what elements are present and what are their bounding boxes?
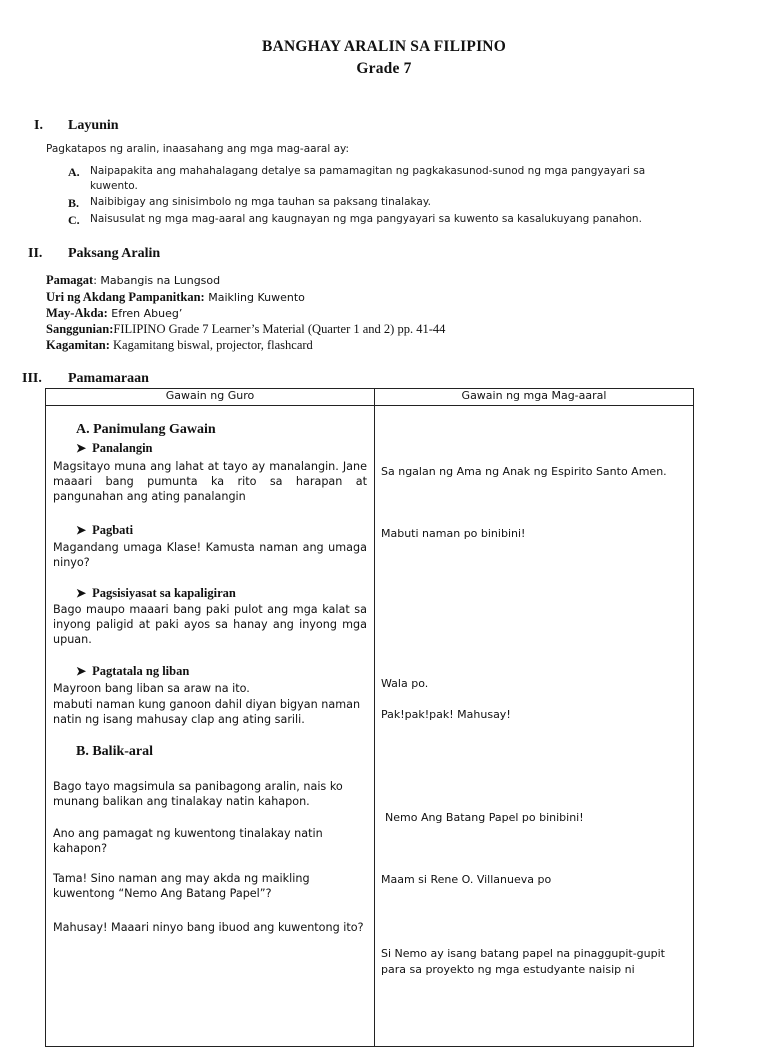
mag-aaral-cell	[375, 406, 694, 1047]
arrow-bullet-icon: ➤	[76, 523, 87, 537]
part-b-heading: B. Balik-aral	[76, 744, 154, 759]
balik-aral-text-3: Tama! Sino naman ang may akda ng maikling kuwentong “Nemo Ang Batang Papel”?	[53, 872, 310, 900]
section-1-number: I.	[34, 118, 43, 133]
grade-label: Grade 7	[356, 60, 412, 77]
objective-a-letter: A.	[68, 165, 80, 179]
uri-label: Uri ng Akdang Pampanitkan:	[46, 290, 205, 304]
arrow-bullet-icon: ➤	[76, 441, 87, 455]
col-header-guro: Gawain ng Guro	[46, 389, 375, 406]
section-1-title: Layunin	[68, 118, 119, 133]
pagsisiyasat-text: Bago maupo maaari bang paki pulot ang mga kalat sa inyong paligid at paki ayos sa hanay ang inyong mga upuan.	[53, 603, 367, 646]
objective-b-text: Naibibigay ang sinisimbolo ng mga tauhan sa paksang tinalakay.	[90, 196, 431, 208]
procedure-table	[45, 388, 694, 1047]
section-3-number: III.	[22, 371, 42, 386]
section-2-number: II.	[28, 246, 43, 261]
pagtatala-text-1: Mayroon bang liban sa araw na ito.	[53, 682, 250, 695]
pamagat-label: Pamagat	[46, 273, 94, 287]
response-pagbati: Mabuti naman po binibini!	[381, 527, 526, 540]
response-liban: Wala po.	[381, 677, 429, 690]
balik-aral-text-1: Bago tayo magsimula sa panibagong aralin, nais ko munang balikan ang tinalakay natin kahapon.	[53, 780, 343, 808]
pagsisiyasat-bullet	[76, 586, 236, 601]
panalangin-bullet	[76, 441, 153, 456]
objective-a-text-cont: kuwento.	[90, 180, 138, 192]
pamagat-value: : Mabangis na Lungsod	[93, 274, 221, 287]
pagbati-label: Pagbati	[92, 523, 134, 537]
response-buod: Si Nemo ay isang batang papel na pinaggupit-gupit para sa proyekto ng mga estudyante naisip ni	[381, 947, 665, 976]
objective-c-text: Naisusulat ng mga mag-aaral ang kaugnayan ng mga pangyayari sa kuwento sa kasalukuyang panahon.	[90, 213, 642, 225]
pagbati-bullet	[76, 523, 133, 538]
page-title: BANGHAY ARALIN SA FILIPINO	[262, 38, 506, 55]
pagtatala-bullet	[76, 664, 189, 679]
part-a-heading: A. Panimulang Gawain	[76, 422, 216, 437]
panalangin-label: Panalangin	[92, 441, 153, 455]
kagamitan-value: Kagamitang biswal, projector, flashcard	[109, 338, 313, 352]
pagbati-text: Magandang umaga Klase! Kamusta naman ang umaga ninyo?	[53, 541, 367, 569]
response-may-akda: Maam si Rene O. Villanueva po	[381, 873, 552, 886]
response-clap: Pak!pak!pak! Mahusay!	[381, 708, 511, 721]
response-panalangin: Sa ngalan ng Ama ng Anak ng Espirito Santo Amen.	[381, 465, 667, 478]
objective-a-text: Naipapakita ang mahahalagang detalye sa pamamagitan ng pagkakasunod-sunod ng mga pangyayari sa	[90, 165, 646, 177]
panalangin-text: Magsitayo muna ang lahat at tayo ay manalangin. Jane maaari bang pumunta ka rito sa harapan at pangunahan ang ating panalangin	[53, 460, 367, 503]
objective-c-letter: C.	[68, 213, 80, 227]
kagamitan-row	[46, 334, 313, 353]
pagtatala-text-2: mabuti naman kung ganoon dahil diyan bigyan naman natin ng isang mahusay clap ang ating sarili.	[53, 698, 361, 726]
arrow-bullet-icon: ➤	[76, 586, 87, 600]
sanggunian-value: FILIPINO Grade 7 Learner’s Material (Quarter 1 and 2) pp. 41-44	[113, 322, 446, 336]
response-pamagat: Nemo Ang Batang Papel po binibini!	[385, 811, 584, 824]
sanggunian-label: Sanggunian:	[46, 322, 114, 336]
arrow-bullet-icon: ➤	[76, 664, 87, 678]
section-2-title: Paksang Aralin	[68, 246, 161, 261]
pagsisiyasat-label: Pagsisiyasat sa kapaligiran	[92, 586, 236, 600]
col-header-mag-aaral: Gawain ng mga Mag-aaral	[375, 389, 694, 406]
kagamitan-label: Kagamitan:	[46, 338, 110, 352]
guro-cell	[46, 406, 375, 1047]
objective-b-letter: B.	[68, 196, 80, 210]
balik-aral-text-4: Mahusay! Maaari ninyo bang ibuod ang kuwentong ito?	[53, 921, 364, 934]
balik-aral-text-2: Ano ang pamagat ng kuwentong tinalakay natin kahapon?	[53, 827, 323, 855]
section-3-title: Pamamaraan	[68, 371, 149, 386]
section-1-intro: Pagkatapos ng aralin, inaasahang ang mga mag-aaral ay:	[46, 143, 350, 155]
pagtatala-label: Pagtatala ng liban	[92, 664, 190, 678]
may-akda-label: May-Akda:	[46, 306, 108, 320]
may-akda-value: Efren Abueg’	[107, 307, 183, 320]
uri-value: Maikling Kuwento	[204, 291, 305, 304]
